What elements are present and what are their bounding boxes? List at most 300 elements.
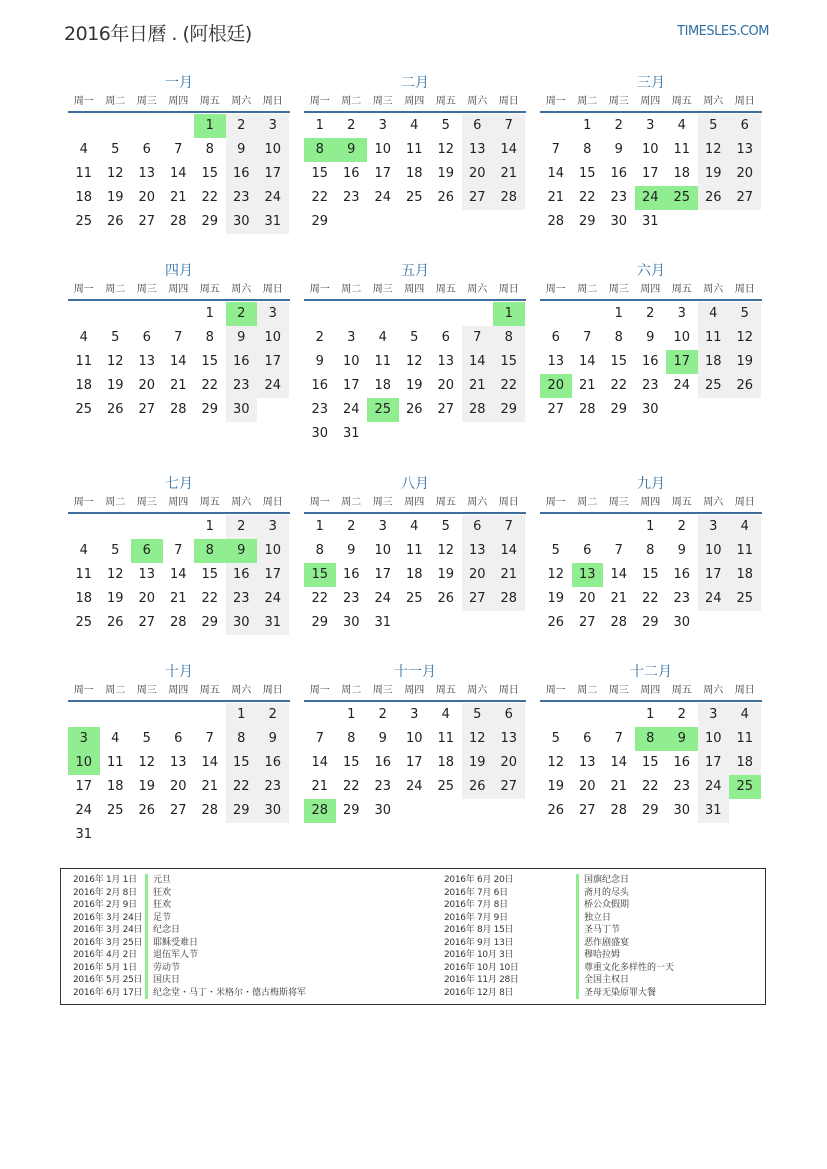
- day-cell[interactable]: 24: [374, 190, 392, 205]
- day-cell[interactable]: 12: [138, 755, 156, 770]
- day-cell[interactable]: 7: [174, 330, 183, 345]
- day-cell[interactable]: 18: [729, 563, 761, 587]
- day-cell[interactable]: 23: [673, 591, 691, 606]
- day-cell[interactable]: 13: [578, 755, 596, 770]
- day-cell[interactable]: 6: [551, 330, 560, 345]
- day-cell[interactable]: 8: [493, 326, 525, 350]
- day-cell[interactable]: 15: [641, 755, 659, 770]
- day-cell[interactable]: 18: [729, 751, 761, 775]
- day-cell[interactable]: 27: [138, 615, 156, 630]
- day-cell[interactable]: 20: [138, 591, 156, 606]
- day-cell[interactable]: 16: [342, 567, 360, 582]
- day-cell[interactable]: 15: [342, 755, 360, 770]
- day-cell[interactable]: 19: [106, 591, 124, 606]
- day-cell[interactable]: 11: [75, 166, 93, 181]
- day-cell[interactable]: 26: [547, 803, 565, 818]
- day-cell[interactable]: 15: [610, 354, 628, 369]
- day-cell[interactable]: 10: [673, 330, 691, 345]
- day-cell[interactable]: 3: [257, 114, 289, 138]
- day-cell[interactable]: 21: [169, 591, 187, 606]
- day-cell[interactable]: 5: [111, 543, 120, 558]
- day-cell[interactable]: 22: [641, 779, 659, 794]
- day-cell[interactable]: 5: [729, 302, 761, 326]
- day-cell[interactable]: 14: [610, 755, 628, 770]
- day-cell[interactable]: 27: [578, 615, 596, 630]
- day-cell[interactable]: 26: [462, 775, 494, 799]
- day-cell[interactable]: 20: [169, 779, 187, 794]
- day-cell[interactable]: 5: [441, 519, 450, 534]
- day-cell[interactable]: 23: [311, 402, 329, 417]
- day-cell[interactable]: 13: [138, 166, 156, 181]
- day-cell[interactable]: 6: [441, 330, 450, 345]
- day-cell[interactable]: 21: [201, 779, 219, 794]
- day-cell[interactable]: 17: [257, 563, 289, 587]
- day-cell[interactable]: 24: [75, 803, 93, 818]
- day-cell[interactable]: 28: [493, 186, 525, 210]
- day-cell[interactable]: 19: [106, 378, 124, 393]
- holiday-day-cell[interactable]: 1: [194, 114, 226, 138]
- day-cell[interactable]: 17: [405, 755, 423, 770]
- day-cell[interactable]: 31: [374, 615, 392, 630]
- day-cell[interactable]: 30: [673, 803, 691, 818]
- day-cell[interactable]: 1: [315, 519, 324, 534]
- day-cell[interactable]: 30: [374, 803, 392, 818]
- day-cell[interactable]: 12: [106, 166, 124, 181]
- day-cell[interactable]: 28: [462, 398, 494, 422]
- day-cell[interactable]: 3: [257, 515, 289, 539]
- day-cell[interactable]: 18: [106, 779, 124, 794]
- day-cell[interactable]: 20: [493, 751, 525, 775]
- holiday-day-cell[interactable]: 10: [68, 751, 100, 775]
- day-cell[interactable]: 26: [138, 803, 156, 818]
- day-cell[interactable]: 29: [201, 615, 219, 630]
- day-cell[interactable]: 25: [106, 803, 124, 818]
- day-cell[interactable]: 10: [342, 354, 360, 369]
- day-cell[interactable]: 15: [578, 166, 596, 181]
- holiday-day-cell[interactable]: 6: [131, 539, 163, 563]
- day-cell[interactable]: 10: [257, 326, 289, 350]
- day-cell[interactable]: 27: [462, 587, 494, 611]
- day-cell[interactable]: 28: [493, 587, 525, 611]
- day-cell[interactable]: 26: [106, 402, 124, 417]
- day-cell[interactable]: 7: [614, 731, 623, 746]
- holiday-day-cell[interactable]: 3: [68, 727, 100, 751]
- day-cell[interactable]: 22: [201, 378, 219, 393]
- day-cell[interactable]: 30: [673, 615, 691, 630]
- day-cell[interactable]: 5: [142, 731, 151, 746]
- day-cell[interactable]: 16: [226, 162, 258, 186]
- day-cell[interactable]: 7: [462, 326, 494, 350]
- day-cell[interactable]: 7: [174, 142, 183, 157]
- holiday-day-cell[interactable]: 17: [666, 350, 698, 374]
- day-cell[interactable]: 4: [79, 142, 88, 157]
- day-cell[interactable]: 20: [462, 162, 494, 186]
- day-cell[interactable]: 22: [201, 591, 219, 606]
- day-cell[interactable]: 1: [614, 306, 623, 321]
- day-cell[interactable]: 23: [342, 190, 360, 205]
- day-cell[interactable]: 14: [169, 354, 187, 369]
- day-cell[interactable]: 18: [673, 166, 691, 181]
- day-cell[interactable]: 29: [311, 214, 329, 229]
- day-cell[interactable]: 4: [378, 330, 387, 345]
- day-cell[interactable]: 12: [437, 142, 455, 157]
- day-cell[interactable]: 31: [641, 214, 659, 229]
- day-cell[interactable]: 21: [610, 779, 628, 794]
- day-cell[interactable]: 6: [174, 731, 183, 746]
- day-cell[interactable]: 10: [374, 142, 392, 157]
- day-cell[interactable]: 24: [257, 374, 289, 398]
- day-cell[interactable]: 24: [673, 378, 691, 393]
- day-cell[interactable]: 28: [169, 615, 187, 630]
- day-cell[interactable]: 7: [493, 515, 525, 539]
- day-cell[interactable]: 19: [138, 779, 156, 794]
- day-cell[interactable]: 20: [437, 378, 455, 393]
- day-cell[interactable]: 7: [551, 142, 560, 157]
- day-cell[interactable]: 25: [729, 587, 761, 611]
- day-cell[interactable]: 17: [75, 779, 93, 794]
- day-cell[interactable]: 2: [347, 118, 356, 133]
- day-cell[interactable]: 27: [138, 214, 156, 229]
- day-cell[interactable]: 2: [226, 114, 258, 138]
- day-cell[interactable]: 7: [614, 543, 623, 558]
- day-cell[interactable]: 23: [374, 779, 392, 794]
- day-cell[interactable]: 3: [257, 302, 289, 326]
- day-cell[interactable]: 31: [75, 827, 93, 842]
- day-cell[interactable]: 17: [257, 350, 289, 374]
- day-cell[interactable]: 26: [547, 615, 565, 630]
- day-cell[interactable]: 8: [226, 727, 258, 751]
- day-cell[interactable]: 20: [729, 162, 761, 186]
- day-cell[interactable]: 29: [342, 803, 360, 818]
- day-cell[interactable]: 25: [75, 615, 93, 630]
- day-cell[interactable]: 4: [79, 543, 88, 558]
- day-cell[interactable]: 21: [610, 591, 628, 606]
- day-cell[interactable]: 28: [169, 214, 187, 229]
- day-cell[interactable]: 6: [462, 114, 494, 138]
- day-cell[interactable]: 30: [226, 398, 258, 422]
- day-cell[interactable]: 13: [169, 755, 187, 770]
- day-cell[interactable]: 27: [462, 186, 494, 210]
- day-cell[interactable]: 22: [201, 190, 219, 205]
- day-cell[interactable]: 21: [169, 190, 187, 205]
- day-cell[interactable]: 2: [677, 519, 686, 534]
- day-cell[interactable]: 12: [698, 138, 730, 162]
- day-cell[interactable]: 7: [315, 731, 324, 746]
- day-cell[interactable]: 19: [462, 751, 494, 775]
- day-cell[interactable]: 21: [547, 190, 565, 205]
- day-cell[interactable]: 22: [610, 378, 628, 393]
- day-cell[interactable]: 17: [257, 162, 289, 186]
- day-cell[interactable]: 26: [437, 591, 455, 606]
- day-cell[interactable]: 18: [374, 378, 392, 393]
- day-cell[interactable]: 14: [201, 755, 219, 770]
- day-cell[interactable]: 27: [578, 803, 596, 818]
- day-cell[interactable]: 9: [646, 330, 655, 345]
- day-cell[interactable]: 9: [257, 727, 289, 751]
- holiday-day-cell[interactable]: 28: [304, 799, 336, 823]
- day-cell[interactable]: 20: [578, 591, 596, 606]
- day-cell[interactable]: 18: [437, 755, 455, 770]
- day-cell[interactable]: 26: [106, 214, 124, 229]
- day-cell[interactable]: 16: [257, 751, 289, 775]
- day-cell[interactable]: 11: [698, 326, 730, 350]
- day-cell[interactable]: 24: [342, 402, 360, 417]
- day-cell[interactable]: 19: [547, 591, 565, 606]
- day-cell[interactable]: 16: [226, 350, 258, 374]
- day-cell[interactable]: 4: [410, 118, 419, 133]
- day-cell[interactable]: 15: [226, 751, 258, 775]
- day-cell[interactable]: 22: [342, 779, 360, 794]
- day-cell[interactable]: 1: [315, 118, 324, 133]
- day-cell[interactable]: 9: [315, 354, 324, 369]
- holiday-day-cell[interactable]: 25: [367, 398, 399, 422]
- day-cell[interactable]: 15: [201, 567, 219, 582]
- day-cell[interactable]: 26: [698, 186, 730, 210]
- day-cell[interactable]: 28: [547, 214, 565, 229]
- day-cell[interactable]: 6: [583, 731, 592, 746]
- day-cell[interactable]: 8: [614, 330, 623, 345]
- day-cell[interactable]: 13: [729, 138, 761, 162]
- day-cell[interactable]: 29: [201, 402, 219, 417]
- day-cell[interactable]: 8: [583, 142, 592, 157]
- day-cell[interactable]: 28: [169, 402, 187, 417]
- day-cell[interactable]: 14: [169, 166, 187, 181]
- day-cell[interactable]: 22: [226, 775, 258, 799]
- day-cell[interactable]: 15: [641, 567, 659, 582]
- day-cell[interactable]: 6: [142, 330, 151, 345]
- day-cell[interactable]: 25: [75, 402, 93, 417]
- day-cell[interactable]: 31: [342, 426, 360, 441]
- day-cell[interactable]: 30: [641, 402, 659, 417]
- day-cell[interactable]: 11: [75, 567, 93, 582]
- day-cell[interactable]: 4: [729, 703, 761, 727]
- day-cell[interactable]: 8: [205, 142, 214, 157]
- day-cell[interactable]: 25: [437, 779, 455, 794]
- day-cell[interactable]: 18: [405, 567, 423, 582]
- day-cell[interactable]: 16: [673, 567, 691, 582]
- day-cell[interactable]: 25: [405, 190, 423, 205]
- day-cell[interactable]: 18: [698, 350, 730, 374]
- day-cell[interactable]: 10: [641, 142, 659, 157]
- day-cell[interactable]: 19: [729, 350, 761, 374]
- day-cell[interactable]: 5: [551, 543, 560, 558]
- day-cell[interactable]: 23: [226, 587, 258, 611]
- day-cell[interactable]: 17: [641, 166, 659, 181]
- day-cell[interactable]: 5: [698, 114, 730, 138]
- day-cell[interactable]: 17: [374, 166, 392, 181]
- day-cell[interactable]: 10: [405, 731, 423, 746]
- day-cell[interactable]: 14: [547, 166, 565, 181]
- day-cell[interactable]: 12: [106, 567, 124, 582]
- day-cell[interactable]: 16: [374, 755, 392, 770]
- day-cell[interactable]: 14: [578, 354, 596, 369]
- day-cell[interactable]: 19: [405, 378, 423, 393]
- day-cell[interactable]: 3: [698, 703, 730, 727]
- holiday-day-cell[interactable]: 9: [226, 539, 258, 563]
- day-cell[interactable]: 17: [698, 751, 730, 775]
- day-cell[interactable]: 26: [405, 402, 423, 417]
- day-cell[interactable]: 26: [729, 374, 761, 398]
- day-cell[interactable]: 28: [201, 803, 219, 818]
- day-cell[interactable]: 20: [462, 563, 494, 587]
- day-cell[interactable]: 30: [610, 214, 628, 229]
- day-cell[interactable]: 3: [410, 707, 419, 722]
- day-cell[interactable]: 11: [405, 142, 423, 157]
- day-cell[interactable]: 11: [106, 755, 124, 770]
- day-cell[interactable]: 2: [347, 519, 356, 534]
- day-cell[interactable]: 19: [547, 779, 565, 794]
- day-cell[interactable]: 2: [226, 515, 258, 539]
- day-cell[interactable]: 8: [315, 543, 324, 558]
- day-cell[interactable]: 13: [493, 727, 525, 751]
- day-cell[interactable]: 5: [441, 118, 450, 133]
- day-cell[interactable]: 6: [462, 515, 494, 539]
- day-cell[interactable]: 29: [311, 615, 329, 630]
- day-cell[interactable]: 13: [437, 354, 455, 369]
- day-cell[interactable]: 25: [405, 591, 423, 606]
- day-cell[interactable]: 22: [311, 190, 329, 205]
- day-cell[interactable]: 14: [610, 567, 628, 582]
- day-cell[interactable]: 13: [138, 354, 156, 369]
- day-cell[interactable]: 29: [578, 214, 596, 229]
- day-cell[interactable]: 12: [462, 727, 494, 751]
- day-cell[interactable]: 26: [106, 615, 124, 630]
- day-cell[interactable]: 8: [646, 543, 655, 558]
- day-cell[interactable]: 19: [437, 567, 455, 582]
- day-cell[interactable]: 2: [315, 330, 324, 345]
- day-cell[interactable]: 27: [169, 803, 187, 818]
- day-cell[interactable]: 11: [405, 543, 423, 558]
- day-cell[interactable]: 6: [583, 543, 592, 558]
- day-cell[interactable]: 28: [610, 615, 628, 630]
- day-cell[interactable]: 19: [106, 190, 124, 205]
- day-cell[interactable]: 4: [677, 118, 686, 133]
- day-cell[interactable]: 3: [677, 306, 686, 321]
- day-cell[interactable]: 19: [698, 162, 730, 186]
- day-cell[interactable]: 9: [677, 543, 686, 558]
- day-cell[interactable]: 21: [169, 378, 187, 393]
- day-cell[interactable]: 29: [201, 214, 219, 229]
- day-cell[interactable]: 30: [226, 611, 258, 635]
- day-cell[interactable]: 7: [583, 330, 592, 345]
- day-cell[interactable]: 23: [257, 775, 289, 799]
- holiday-day-cell[interactable]: 20: [540, 374, 572, 398]
- day-cell[interactable]: 3: [646, 118, 655, 133]
- day-cell[interactable]: 29: [641, 615, 659, 630]
- holiday-day-cell[interactable]: 25: [666, 186, 698, 210]
- day-cell[interactable]: 24: [698, 775, 730, 799]
- day-cell[interactable]: 4: [729, 515, 761, 539]
- day-cell[interactable]: 4: [441, 707, 450, 722]
- day-cell[interactable]: 16: [610, 166, 628, 181]
- day-cell[interactable]: 16: [641, 354, 659, 369]
- day-cell[interactable]: 12: [547, 567, 565, 582]
- day-cell[interactable]: 21: [462, 374, 494, 398]
- day-cell[interactable]: 13: [462, 539, 494, 563]
- day-cell[interactable]: 2: [614, 118, 623, 133]
- day-cell[interactable]: 22: [493, 374, 525, 398]
- day-cell[interactable]: 27: [493, 775, 525, 799]
- day-cell[interactable]: 12: [405, 354, 423, 369]
- day-cell[interactable]: 2: [677, 707, 686, 722]
- day-cell[interactable]: 11: [729, 539, 761, 563]
- day-cell[interactable]: 25: [698, 374, 730, 398]
- day-cell[interactable]: 14: [462, 350, 494, 374]
- day-cell[interactable]: 14: [311, 755, 329, 770]
- day-cell[interactable]: 13: [547, 354, 565, 369]
- day-cell[interactable]: 10: [257, 138, 289, 162]
- day-cell[interactable]: 29: [493, 398, 525, 422]
- day-cell[interactable]: 14: [493, 539, 525, 563]
- day-cell[interactable]: 20: [138, 378, 156, 393]
- day-cell[interactable]: 30: [342, 615, 360, 630]
- day-cell[interactable]: 28: [610, 803, 628, 818]
- day-cell[interactable]: 17: [374, 567, 392, 582]
- day-cell[interactable]: 23: [226, 374, 258, 398]
- day-cell[interactable]: 23: [673, 779, 691, 794]
- holiday-day-cell[interactable]: 8: [304, 138, 336, 162]
- day-cell[interactable]: 12: [106, 354, 124, 369]
- day-cell[interactable]: 14: [493, 138, 525, 162]
- day-cell[interactable]: 6: [729, 114, 761, 138]
- day-cell[interactable]: 3: [698, 515, 730, 539]
- day-cell[interactable]: 12: [729, 326, 761, 350]
- day-cell[interactable]: 10: [698, 727, 730, 751]
- day-cell[interactable]: 12: [547, 755, 565, 770]
- day-cell[interactable]: 15: [201, 354, 219, 369]
- day-cell[interactable]: 5: [111, 330, 120, 345]
- day-cell[interactable]: 23: [226, 186, 258, 210]
- day-cell[interactable]: 4: [698, 302, 730, 326]
- day-cell[interactable]: 4: [111, 731, 120, 746]
- day-cell[interactable]: 31: [257, 210, 289, 234]
- day-cell[interactable]: 11: [75, 354, 93, 369]
- holiday-day-cell[interactable]: 8: [194, 539, 226, 563]
- day-cell[interactable]: 19: [437, 166, 455, 181]
- day-cell[interactable]: 6: [142, 142, 151, 157]
- holiday-day-cell[interactable]: 8: [635, 727, 667, 751]
- day-cell[interactable]: 13: [138, 567, 156, 582]
- day-cell[interactable]: 7: [174, 543, 183, 558]
- day-cell[interactable]: 4: [410, 519, 419, 534]
- day-cell[interactable]: 5: [462, 703, 494, 727]
- day-cell[interactable]: 30: [311, 426, 329, 441]
- day-cell[interactable]: 5: [551, 731, 560, 746]
- day-cell[interactable]: 21: [493, 563, 525, 587]
- day-cell[interactable]: 1: [205, 306, 214, 321]
- day-cell[interactable]: 2: [257, 703, 289, 727]
- day-cell[interactable]: 1: [583, 118, 592, 133]
- day-cell[interactable]: 17: [698, 563, 730, 587]
- day-cell[interactable]: 10: [698, 539, 730, 563]
- day-cell[interactable]: 3: [378, 519, 387, 534]
- day-cell[interactable]: 18: [405, 166, 423, 181]
- day-cell[interactable]: 15: [493, 350, 525, 374]
- day-cell[interactable]: 21: [493, 162, 525, 186]
- day-cell[interactable]: 22: [641, 591, 659, 606]
- day-cell[interactable]: 16: [226, 563, 258, 587]
- day-cell[interactable]: 7: [205, 731, 214, 746]
- day-cell[interactable]: 18: [75, 591, 93, 606]
- day-cell[interactable]: 2: [378, 707, 387, 722]
- day-cell[interactable]: 16: [311, 378, 329, 393]
- day-cell[interactable]: 21: [311, 779, 329, 794]
- day-cell[interactable]: 23: [342, 591, 360, 606]
- holiday-day-cell[interactable]: 25: [729, 775, 761, 799]
- day-cell[interactable]: 29: [610, 402, 628, 417]
- day-cell[interactable]: 17: [342, 378, 360, 393]
- day-cell[interactable]: 1: [646, 519, 655, 534]
